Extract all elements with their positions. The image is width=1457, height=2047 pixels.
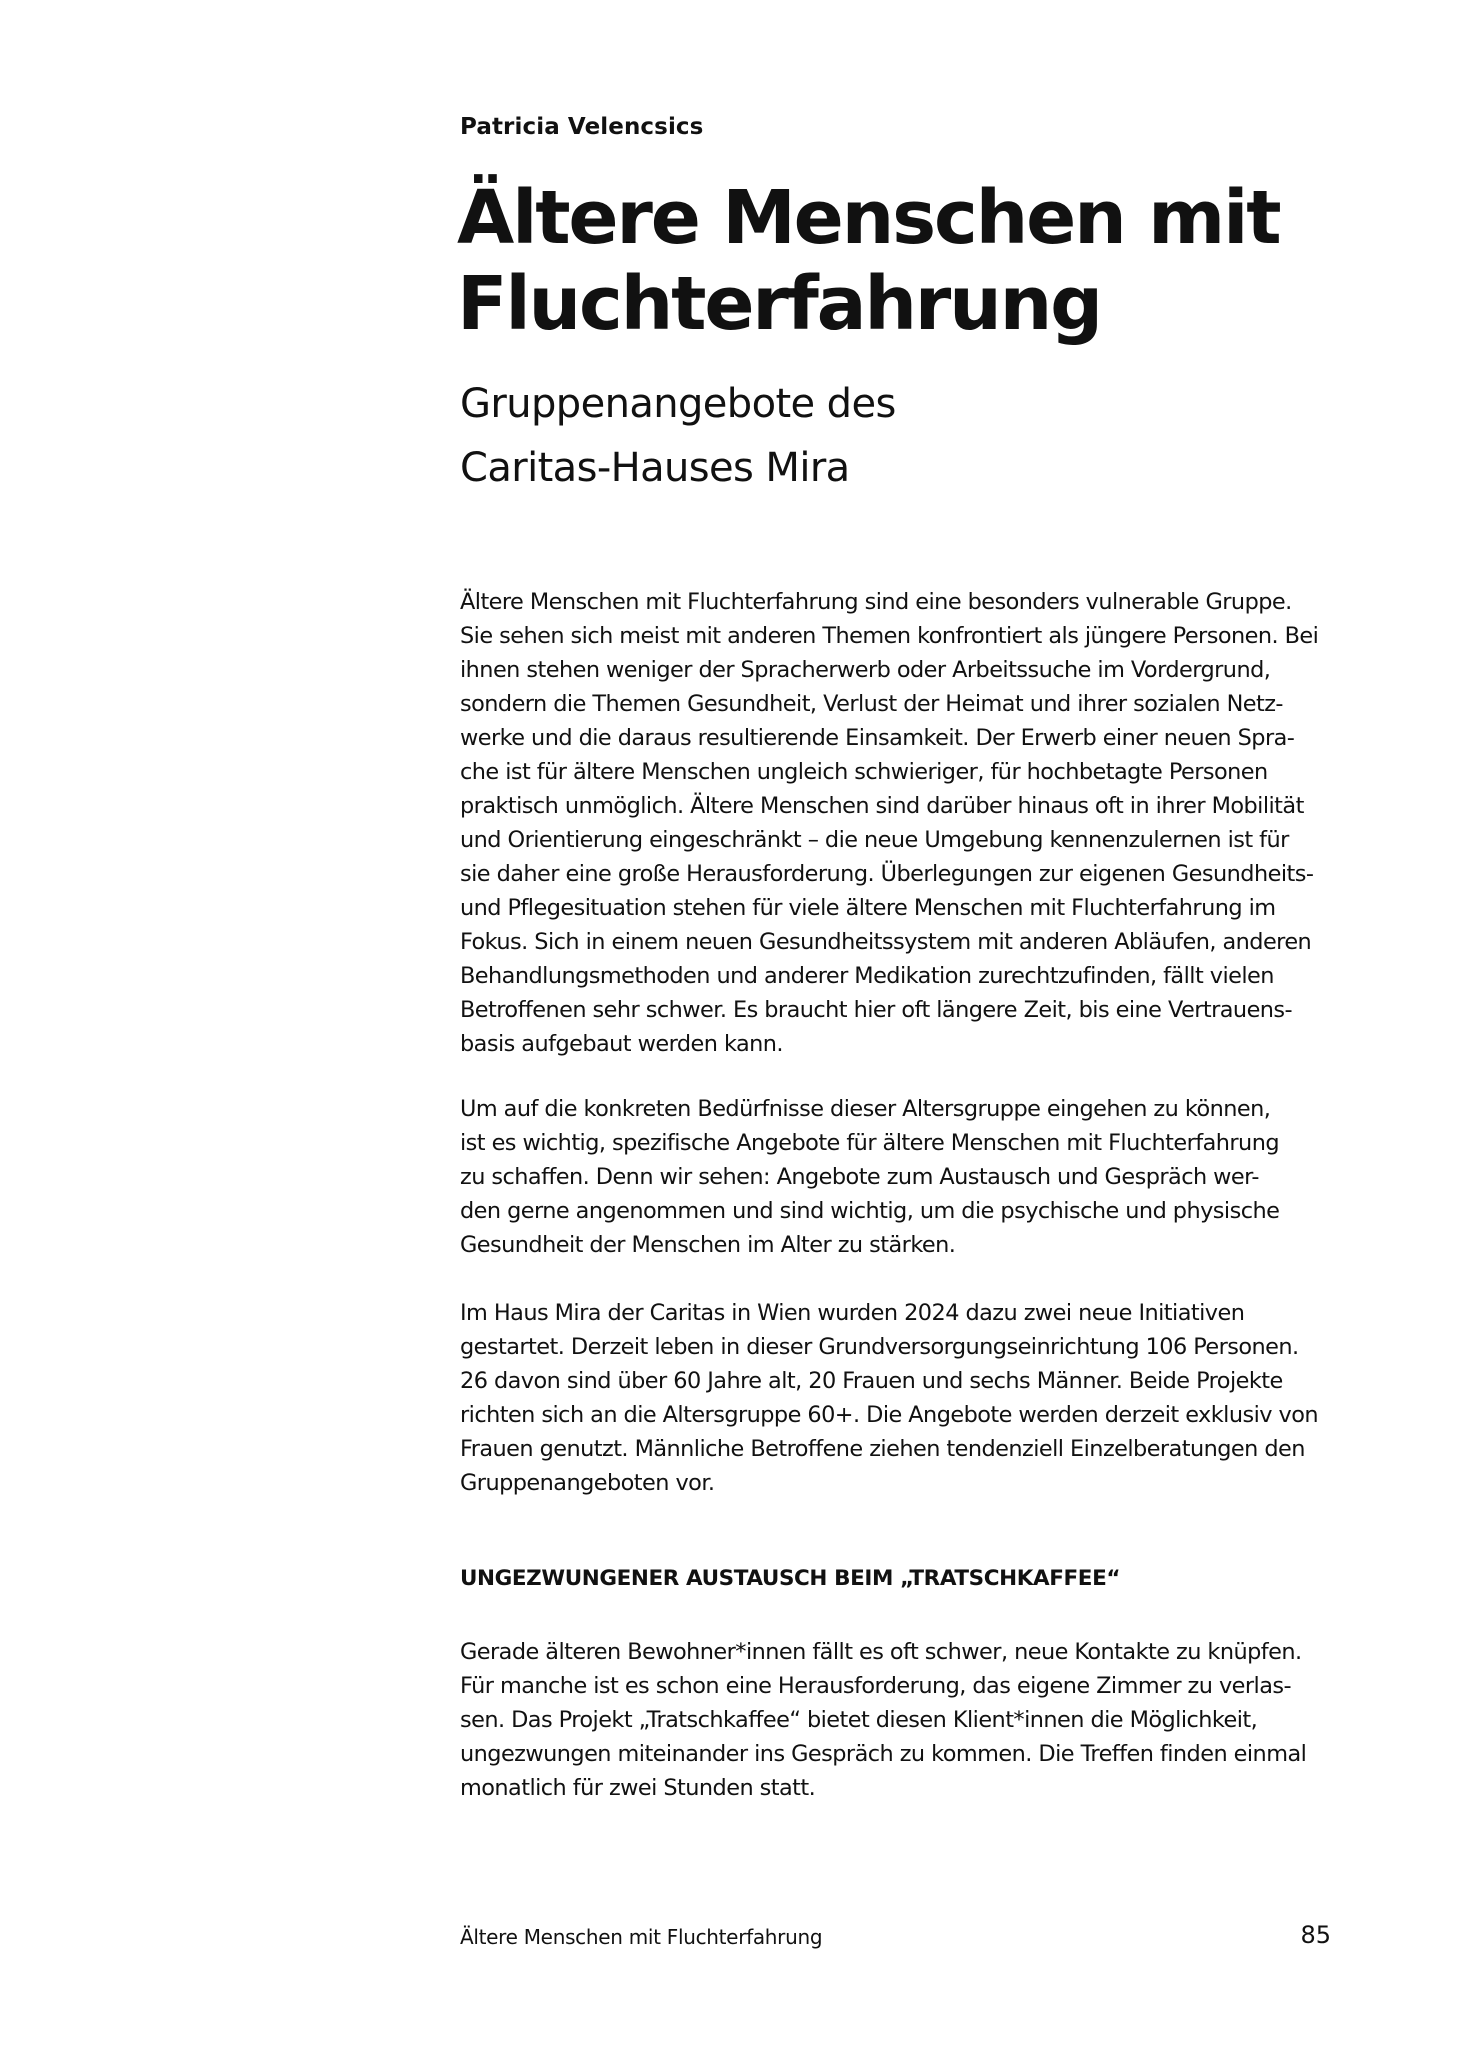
article-subtitle (460, 372, 1340, 500)
text-line: und Pflegesituation stehen für viele ältere Menschen mit Fluchterfahrung im (460, 895, 1276, 921)
paragraph-tratschkaffee (460, 1635, 1340, 1805)
text-line: Frauen genutzt. Männliche Betroffene ziehen tendenziell Einzelberatungen den (460, 1436, 1305, 1462)
article-title-line-1: Ältere Menschen mit (457, 175, 1280, 261)
text-line: zu schaffen. Denn wir sehen: Angebote zum Austausch und Gespräch wer- (460, 1164, 1259, 1190)
paragraph-intro (460, 585, 1340, 1061)
text-line: Gesundheit der Menschen im Alter zu stärken. (460, 1232, 956, 1258)
paragraph-needs (460, 1092, 1340, 1262)
section-heading: UNGEZWUNGENER AUSTAUSCH BEIM „TRATSCHKAFFEE“ (460, 1566, 1121, 1591)
text-line: sondern die Themen Gesundheit, Verlust der Heimat und ihrer sozialen Netz- (460, 691, 1283, 717)
text-line: gestartet. Derzeit leben in dieser Grundversorgungseinrichtung 106 Personen. (460, 1334, 1299, 1360)
text-line: den gerne angenommen und sind wichtig, um die psychische und physische (460, 1198, 1280, 1224)
text-line: che ist für ältere Menschen ungleich schwieriger, für hochbetagte Personen (460, 759, 1268, 785)
text-line: Um auf die konkreten Bedürfnisse dieser Altersgruppe eingehen zu können, (460, 1096, 1271, 1122)
text-line: und Orientierung eingeschränkt – die neue Umgebung kennenzulernen ist für (460, 827, 1289, 853)
article-title (457, 175, 1357, 347)
article-title-line-2: Fluchterfahrung (457, 261, 1101, 347)
text-line: basis aufgebaut werden kann. (460, 1031, 783, 1057)
text-line: Behandlungsmethoden und anderer Medikation zurechtzufinden, fällt vielen (460, 963, 1274, 989)
text-line: ungezwungen miteinander ins Gespräch zu kommen. Die Treffen finden einmal (460, 1741, 1307, 1767)
text-line: sen. Das Projekt „Tratschkaffee“ bietet diesen Klient*innen die Möglichkeit, (460, 1707, 1258, 1733)
text-line: praktisch unmöglich. Ältere Menschen sind darüber hinaus oft in ihrer Mobilität (460, 793, 1304, 819)
text-line: Fokus. Sich in einem neuen Gesundheitssystem mit anderen Abläufen, anderen (460, 929, 1312, 955)
text-line: Sie sehen sich meist mit anderen Themen konfrontiert als jüngere Personen. Bei (460, 623, 1319, 649)
text-line: Betroffenen sehr schwer. Es braucht hier oft längere Zeit, bis eine Vertrauens- (460, 997, 1293, 1023)
text-line: Im Haus Mira der Caritas in Wien wurden 2024 dazu zwei neue Initiativen (460, 1300, 1245, 1326)
text-line: werke und die daraus resultierende Einsamkeit. Der Erwerb einer neuen Spra- (460, 725, 1295, 751)
text-line: monatlich für zwei Stunden statt. (460, 1775, 816, 1801)
article-subtitle-line-1: Gruppenangebote des (460, 381, 896, 427)
paragraph-haus-mira (460, 1296, 1340, 1500)
text-line: Ältere Menschen mit Fluchterfahrung sind eine besonders vulnerable Gruppe. (460, 589, 1292, 615)
text-line: richten sich an die Altersgruppe 60+. Die Angebote werden derzeit exklusiv von (460, 1402, 1319, 1428)
text-line: 26 davon sind über 60 Jahre alt, 20 Frauen und sechs Männer. Beide Projekte (460, 1368, 1283, 1394)
text-line: ist es wichtig, spezifische Angebote für ältere Menschen mit Fluchterfahrung (460, 1130, 1280, 1156)
text-line: sie daher eine große Herausforderung. Überlegungen zur eigenen Gesundheits- (460, 861, 1314, 887)
page-number: 85 (1300, 1921, 1331, 1949)
text-line: Gerade älteren Bewohner*innen fällt es oft schwer, neue Kontakte zu knüpfen. (460, 1639, 1302, 1665)
text-line: ihnen stehen weniger der Spracherwerb oder Arbeitssuche im Vordergrund, (460, 657, 1271, 683)
text-line: Gruppenangeboten vor. (460, 1470, 715, 1496)
text-line: Für manche ist es schon eine Herausforderung, das eigene Zimmer zu verlas- (460, 1673, 1292, 1699)
footer-running-title: Ältere Menschen mit Fluchterfahrung (460, 1925, 823, 1949)
article-subtitle-line-2: Caritas-Hauses Mira (460, 445, 850, 491)
author-name: Patricia Velencsics (460, 114, 704, 140)
